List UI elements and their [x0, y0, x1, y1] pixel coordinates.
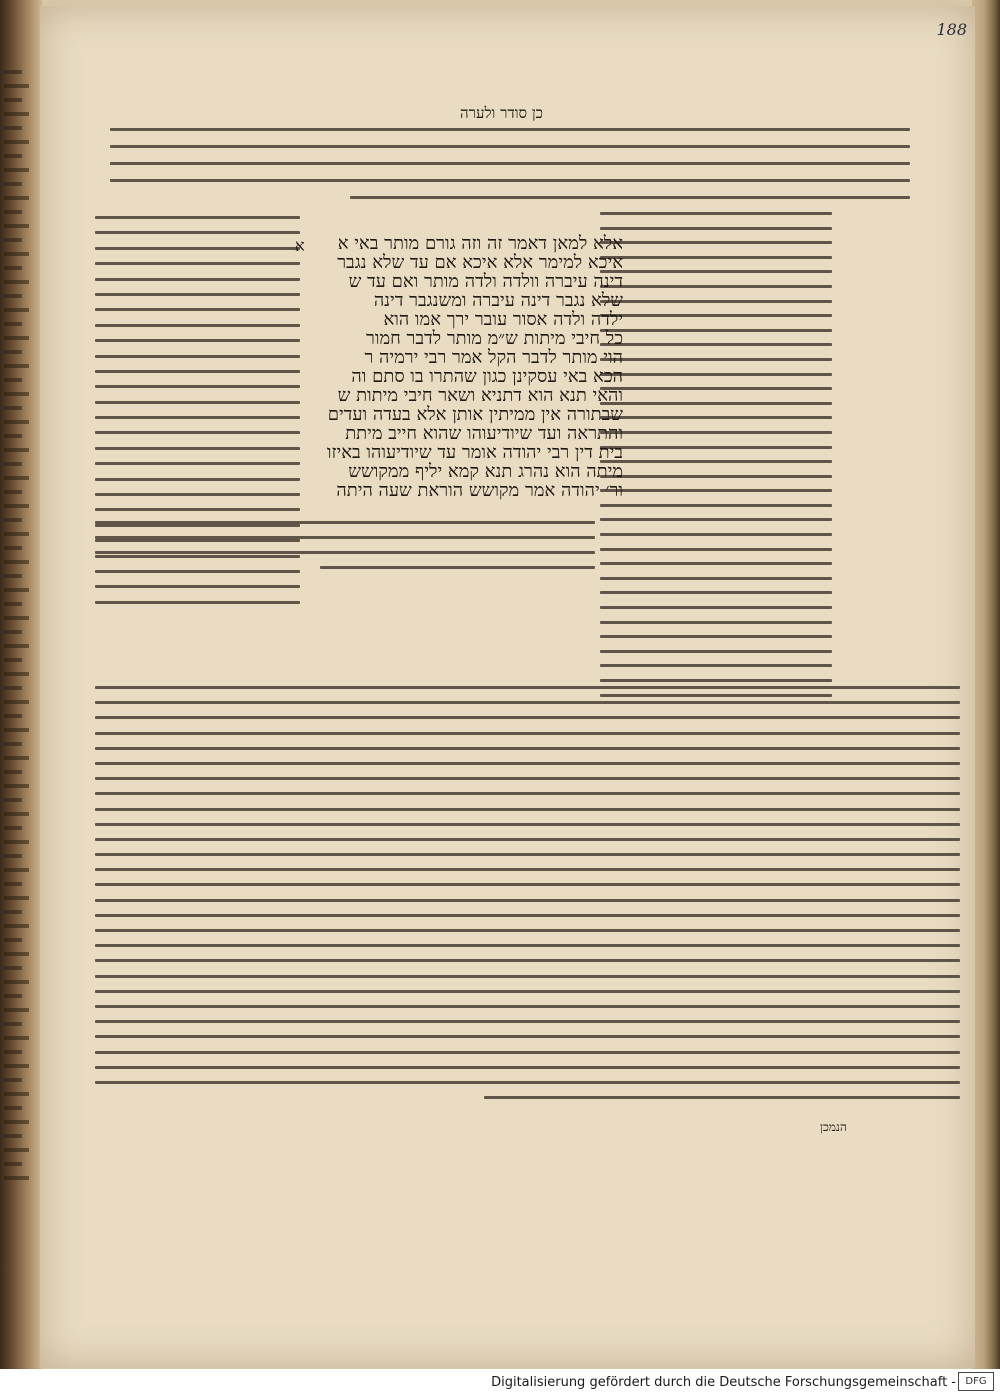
binding-text-fragment: [4, 1008, 29, 1012]
binding-text-fragment: [4, 546, 22, 550]
commentary-line: [600, 548, 832, 551]
commentary-line: [600, 679, 832, 682]
binding-text-fragment: [4, 798, 22, 802]
commentary-line: [95, 508, 300, 511]
binding-text-fragment: [4, 658, 22, 662]
main-text-line: ילדה ולדה אסור עובר ירך אמו הוא: [383, 309, 623, 330]
commentary-line: [95, 216, 300, 219]
binding-text-fragment: [4, 742, 22, 746]
commentary-line: [95, 792, 960, 795]
binding-text-fragment: [4, 1092, 29, 1096]
commentary-line: [95, 883, 960, 886]
commentary-line: [110, 128, 910, 131]
binding-text-fragment: [4, 294, 22, 298]
commentary-line: [484, 1096, 960, 1099]
running-header: כן סודר ולערה: [460, 104, 543, 122]
commentary-line: [95, 1005, 960, 1008]
binding-text-fragment: [4, 364, 29, 368]
commentary-line: [600, 285, 832, 288]
commentary-line: [95, 1020, 960, 1023]
commentary-line: [95, 293, 300, 296]
commentary-line: [95, 853, 960, 856]
main-text-line: והתראה ועד שיודיעוהו שהוא חייב מיתת: [345, 423, 623, 444]
commentary-line: [600, 256, 832, 259]
commentary-line: [95, 262, 300, 265]
commentary-right-column: [600, 212, 832, 708]
commentary-line: [600, 606, 832, 609]
binding-text-fragment: [4, 756, 29, 760]
commentary-line: [600, 373, 832, 376]
commentary-line: [600, 664, 832, 667]
commentary-line: [600, 446, 832, 449]
binding-text-fragment: [4, 266, 22, 270]
binding-text-fragment: [4, 252, 29, 256]
commentary-bottom: [95, 686, 960, 1111]
main-text-line: והאי תנא הוא דתניא ושאר חיבי מיתות ש: [337, 385, 623, 406]
binding-text-fragment: [4, 434, 22, 438]
commentary-line: [95, 732, 960, 735]
main-text-line: איכא למימר אלא איכא אם עד שלא נגבר: [337, 252, 623, 273]
commentary-line: [95, 747, 960, 750]
binding-text-fragment: [4, 392, 29, 396]
commentary-line: [600, 489, 832, 492]
binding-text-fragment: [4, 532, 29, 536]
binding-text-fragment: [4, 448, 29, 452]
commentary-line: [95, 308, 300, 311]
binding-text-fragment: [4, 1148, 29, 1152]
binding-text-fragment: [4, 840, 29, 844]
commentary-line: [110, 145, 910, 148]
binding-text-fragment: [4, 1036, 29, 1040]
main-text-line: דינה עיברה וולדה ולדה מותר ואם עד ש: [348, 271, 623, 292]
commentary-line: [600, 241, 832, 244]
binding-text-fragment: [4, 714, 22, 718]
binding-text-fragment: [4, 644, 29, 648]
footer-bar: [0, 1369, 1000, 1395]
commentary-line: [95, 868, 960, 871]
binding-text-fragment: [4, 574, 22, 578]
commentary-line: [95, 601, 300, 604]
binding-text-fragment: [4, 700, 29, 704]
commentary-line: [95, 899, 960, 902]
commentary-line: [600, 358, 832, 361]
main-text-line: מיתה הוא נהרג תנא קמא יליף ממקושש: [348, 461, 623, 482]
binding-text-fragment: [4, 784, 29, 788]
binding-text-fragment: [4, 182, 22, 186]
commentary-line: [600, 504, 832, 507]
main-text-line: כל חיבי מיתות ש״מ מותר לדבר חמור: [366, 328, 623, 349]
line-marker: א: [295, 236, 305, 255]
commentary-line: [95, 944, 960, 947]
book-page: [40, 6, 975, 1368]
binding-text-fragment: [4, 168, 29, 172]
commentary-line: [95, 1035, 960, 1038]
binding-text-fragment: [4, 980, 29, 984]
commentary-line: [95, 536, 595, 539]
commentary-line: [95, 762, 960, 765]
binding-text-fragment: [4, 126, 22, 130]
folio-number: 188: [936, 20, 967, 39]
binding-text-fragment: [4, 1050, 22, 1054]
commentary-line: [600, 300, 832, 303]
binding-text-fragment: [4, 1134, 22, 1138]
main-text-line: שבתורה אין ממיתין אותן אלא בעדה ועדים: [327, 404, 623, 425]
commentary-line: [600, 416, 832, 419]
main-text-line: שלא נגבר דינה עיברה ומשנגבר דינה: [373, 290, 623, 311]
commentary-line: [95, 521, 595, 524]
commentary-line: [95, 339, 300, 342]
main-text-line: אלא למאן דאמר זה וזה גורם מותר באי א: [337, 233, 623, 254]
binding-text-fragment: [4, 420, 29, 424]
binding-text-fragment: [4, 154, 22, 158]
binding-text-fragment: [4, 854, 22, 858]
commentary-line: [95, 370, 300, 373]
commentary-line: [600, 314, 832, 317]
binding-text-fragment: [4, 350, 22, 354]
binding-text-fragment: [4, 476, 29, 480]
binding-text-fragment: [4, 994, 22, 998]
binding-text-fragment: [4, 224, 29, 228]
commentary-line: [95, 716, 960, 719]
commentary-line: [95, 462, 300, 465]
binding-text-fragment: [4, 490, 22, 494]
commentary-line: [95, 823, 960, 826]
binding-text-fragment: [4, 196, 29, 200]
binding-text-fragment: [4, 882, 22, 886]
main-text-line: בית דין רבי יהודה אומר עד שיודיעוהו באיזו: [326, 442, 623, 463]
commentary-line: [95, 1051, 960, 1054]
binding-text-fragment: [4, 378, 22, 382]
commentary-line: [95, 686, 960, 689]
commentary-line: [600, 518, 832, 521]
commentary-line: [95, 416, 300, 419]
binding-text-fragment: [4, 210, 22, 214]
binding-text-fragment: [4, 280, 29, 284]
commentary-line: [95, 1081, 960, 1084]
binding-text-fragment: [4, 1120, 29, 1124]
binding-text-fragment: [4, 616, 29, 620]
footer-credit: Digitalisierung gefördert durch die Deutsche Forschungsgemeinschaft -: [491, 1375, 956, 1390]
commentary-line: [95, 247, 300, 250]
binding-text-fragment: [4, 322, 22, 326]
commentary-line: [95, 914, 960, 917]
commentary-line: [95, 385, 300, 388]
commentary-line: [95, 701, 960, 704]
binding-text-fragment: [4, 112, 29, 116]
binding-text-fragment: [4, 630, 22, 634]
binding-text-fragment: [4, 1022, 22, 1026]
commentary-line: [600, 621, 832, 624]
commentary-line: [95, 231, 300, 234]
binding-text-fragment: [4, 84, 29, 88]
commentary-line: [600, 227, 832, 230]
binding-text-fragment: [4, 1064, 29, 1068]
commentary-line: [600, 650, 832, 653]
binding-text-fragment: [4, 560, 29, 564]
binding-text-fragment: [4, 826, 22, 830]
commentary-line: [600, 270, 832, 273]
commentary-line: [95, 975, 960, 978]
commentary-line: [600, 212, 832, 215]
commentary-line: [95, 324, 300, 327]
binding-text-fragment: [4, 1106, 22, 1110]
binding-text-fragment: [4, 966, 22, 970]
commentary-line: [600, 562, 832, 565]
binding-text-fragment: [4, 518, 22, 522]
commentary-top: [110, 128, 910, 213]
binding-text-fragment: [4, 98, 22, 102]
commentary-line: [95, 355, 300, 358]
commentary-line: [95, 478, 300, 481]
commentary-line: [95, 808, 960, 811]
commentary-line: [600, 635, 832, 638]
binding-text-fragment: [4, 588, 29, 592]
commentary-line: [600, 387, 832, 390]
binding-text-fragment: [4, 952, 29, 956]
commentary-line: [320, 566, 595, 569]
commentary-line: [600, 577, 832, 580]
binding-text-fragment: [4, 308, 29, 312]
commentary-line: [95, 838, 960, 841]
binding-text-fragment: [4, 868, 29, 872]
binding-text-fragment: [4, 602, 22, 606]
book-edge-right: [972, 0, 1000, 1395]
commentary-line: [600, 431, 832, 434]
binding-text-fragment: [4, 910, 22, 914]
commentary-line: [95, 431, 300, 434]
binding-text-fragment: [4, 504, 29, 508]
commentary-line: [350, 196, 910, 199]
main-text-line: הוי מותר לדבר הקל אמר רבי ירמיה ר: [364, 347, 623, 368]
commentary-line: [95, 929, 960, 932]
binding-text-fragment: [4, 140, 29, 144]
binding-text-fragment: [4, 728, 29, 732]
commentary-line: [95, 551, 595, 554]
binding-text-fragment: [4, 672, 29, 676]
commentary-line: [600, 402, 832, 405]
commentary-line: [600, 343, 832, 346]
binding-text-fragment: [4, 938, 22, 942]
commentary-line: [110, 179, 910, 182]
binding-text-fragment: [4, 896, 29, 900]
binding-text-fragment: [4, 812, 29, 816]
binding-text-fragment: [4, 462, 22, 466]
commentary-line: [600, 329, 832, 332]
commentary-line: [95, 447, 300, 450]
binding-text-fragment: [4, 406, 22, 410]
binding-text-fragment: [4, 924, 29, 928]
binding-left-edge: [0, 0, 42, 1395]
commentary-line: [95, 401, 300, 404]
commentary-line: [95, 493, 300, 496]
commentary-line: [95, 990, 960, 993]
binding-text-fragment: [4, 1078, 22, 1082]
commentary-line: [600, 533, 832, 536]
binding-text-fragment: [4, 1176, 29, 1180]
commentary-under-main: [95, 521, 595, 581]
binding-text-fragment: [4, 238, 22, 242]
commentary-line: [95, 585, 300, 588]
main-text-line: ור׳ יהודה אמר מקושש הוראת שעה היתה: [336, 480, 623, 501]
commentary-line: [95, 777, 960, 780]
binding-text-fragment: [4, 686, 22, 690]
commentary-line: [95, 1066, 960, 1069]
binding-text-fragment: [4, 1162, 22, 1166]
commentary-line: [95, 959, 960, 962]
catchword: הנמכן: [820, 1120, 847, 1134]
main-text: [318, 234, 623, 500]
commentary-line: [110, 162, 910, 165]
commentary-line: [95, 278, 300, 281]
dfg-logo: DFG: [958, 1372, 994, 1391]
main-text-line: הכא באי עסקינן כגון שהתרו בו סתם וה: [351, 366, 623, 387]
commentary-line: [600, 475, 832, 478]
commentary-line: [600, 460, 832, 463]
commentary-line: [600, 591, 832, 594]
binding-text-fragment: [4, 770, 22, 774]
binding-text-fragment: [4, 336, 29, 340]
binding-text-fragment: [4, 70, 22, 74]
